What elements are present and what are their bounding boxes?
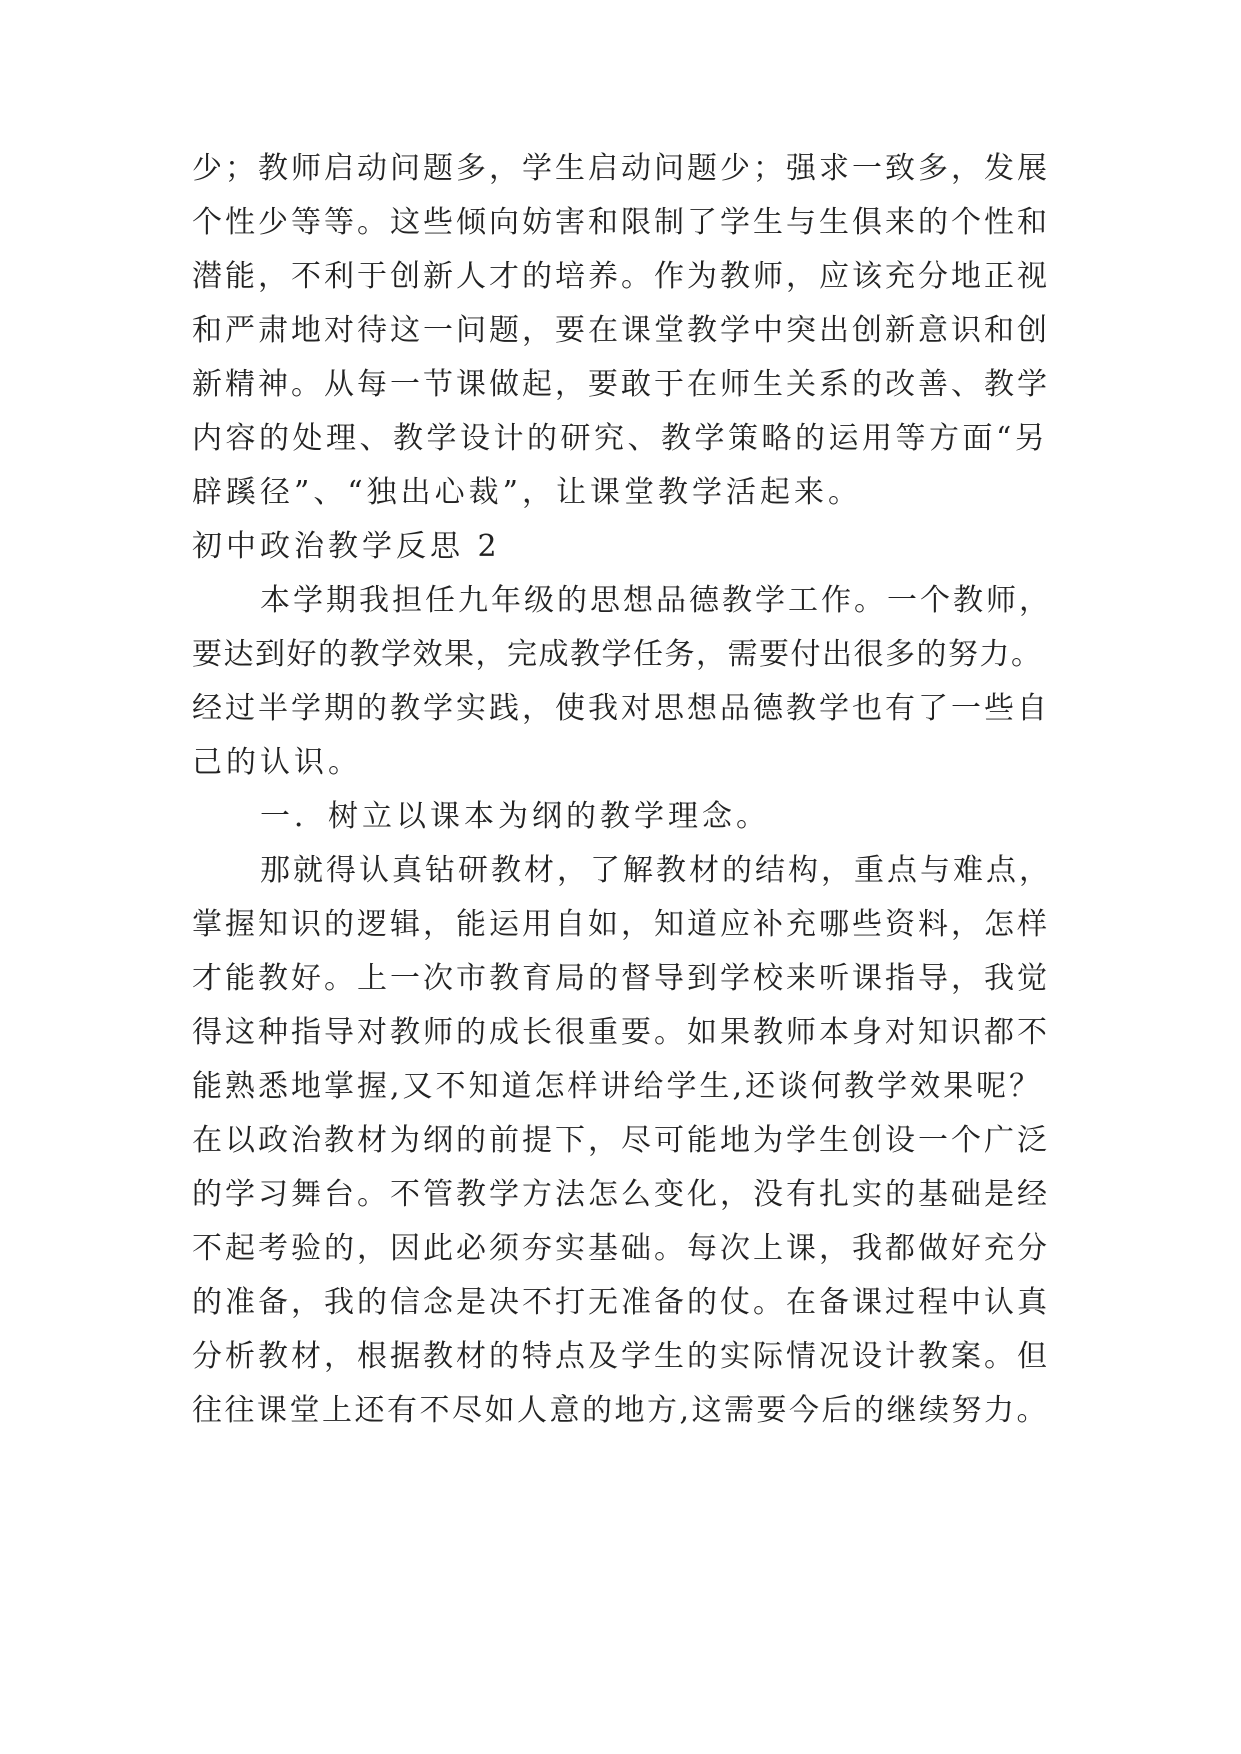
subheading: 一．树立以课本为纲的教学理念。 [260,799,770,834]
text-line: 和严肃地对待这一问题，要在课堂教学中突出创新意识和创 [192,313,1050,348]
document-body [192,139,1052,1428]
text-line: 得这种指导对教师的成长很重要。如果教师本身对知识都不 [192,1015,1050,1050]
text-line: 的学习舞台。不管教学方法怎么变化，没有扎实的基础是经 [192,1177,1050,1212]
text-line: 新精神。从每一节课做起，要敢于在师生关系的改善、教学 [192,367,1050,402]
text-line: 个性少等等。这些倾向妨害和限制了学生与生俱来的个性和 [192,205,1050,240]
text-line: 才能教好。上一次市教育局的督导到学校来听课指导，我觉 [192,961,1050,996]
text-line: 分析教材，根据教材的特点及学生的实际情况设计教案。但 [192,1339,1050,1374]
text-line: 往往课堂上还有不尽如人意的地方,这需要今后的继续努力。 [192,1393,1050,1428]
text-line: 潜能，不利于创新人才的培养。作为教师，应该充分地正视 [192,259,1050,294]
text-line: 不起考验的，因此必须夯实基础。每次上课，我都做好充分 [192,1231,1050,1266]
text-line: 那就得认真钻研教材，了解教材的结构，重点与难点， [260,853,1052,888]
text-line: 本学期我担任九年级的思想品德教学工作。一个教师， [260,583,1052,618]
text-line: 己的认识。 [192,745,362,780]
text-line: 在以政治教材为纲的前提下，尽可能地为学生创设一个广泛 [192,1123,1050,1158]
text-line: 能熟悉地掌握,又不知道怎样讲给学生,还谈何教学效果呢？ [192,1069,1043,1104]
text-line: 掌握知识的逻辑，能运用自如，知道应补充哪些资料，怎样 [192,907,1050,942]
section-heading: 初中政治教学反思 2 [192,529,501,564]
text-line: 经过半学期的教学实践，使我对思想品德教学也有了一些自 [192,691,1050,726]
text-line: 要达到好的教学效果，完成教学任务，需要付出很多的努力。 [192,637,1043,672]
text-line: 少；教师启动问题多，学生启动问题少；强求一致多，发展 [192,151,1050,186]
text-line: 内容的处理、教学设计的研究、教学策略的运用等方面“另 [192,421,1049,456]
text-line: 的准备，我的信念是决不打无准备的仗。在备课过程中认真 [192,1285,1050,1320]
text-line: 辟蹊径”、“独出心裁”，让课堂教学活起来。 [192,475,863,510]
